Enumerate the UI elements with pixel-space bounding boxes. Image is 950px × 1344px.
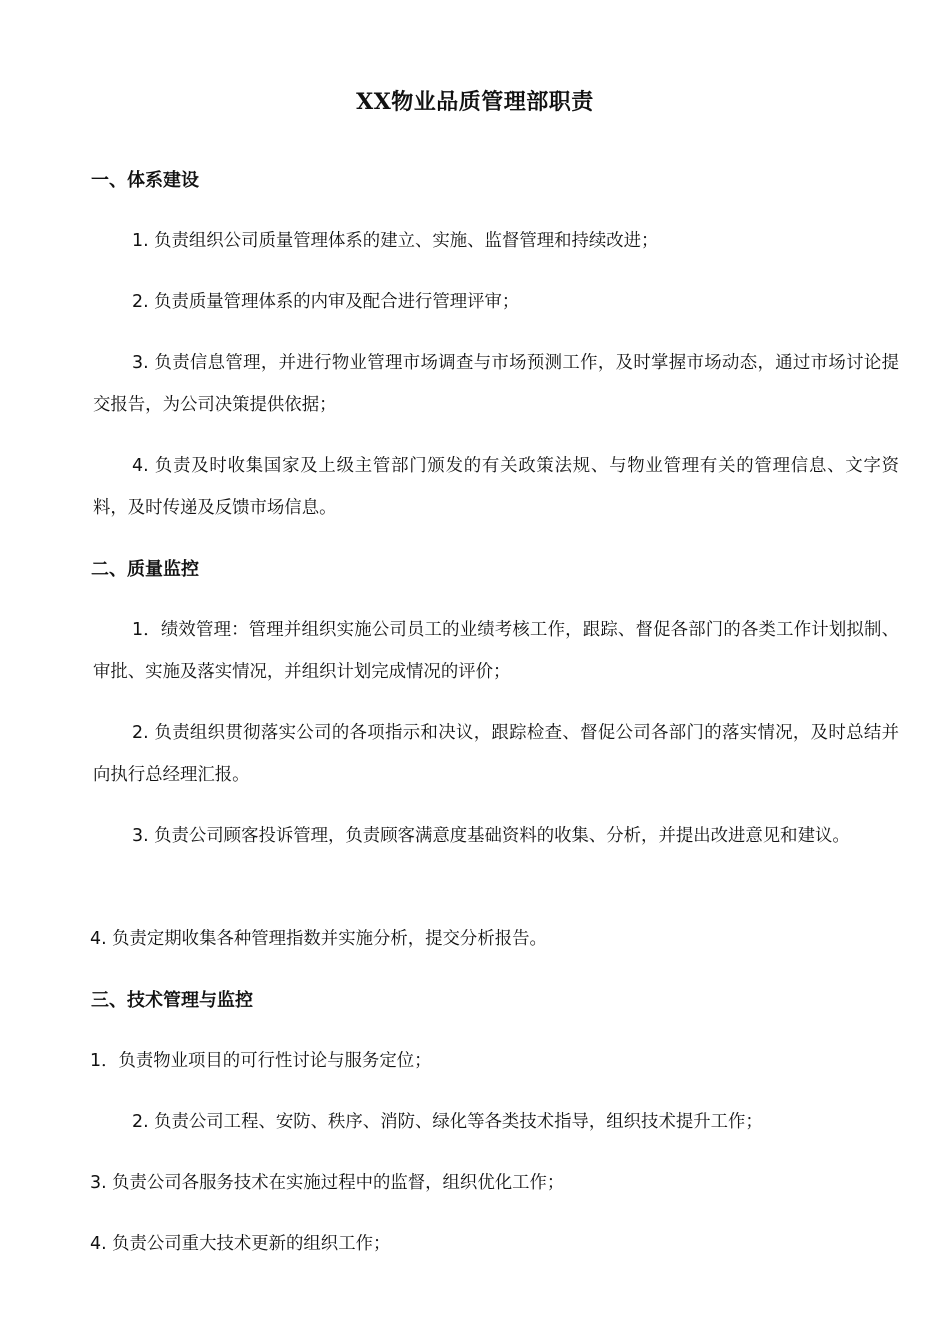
paragraph: 3. 负责信息管理，并进行物业管理市场调查与市场预测工作，及时掌握市场动态，通过市场讨论提交报告，为公司决策提供依据； [93,353,899,415]
paragraph: 4. 负责公司重大技术更新的组织工作； [90,1234,391,1254]
paragraph: 3. 负责公司各服务技术在实施过程中的监督，组织优化工作； [90,1173,565,1193]
paragraph: 2. 负责质量管理体系的内审及配合进行管理评审； [132,292,520,312]
paragraph: 2. 负责组织贯彻落实公司的各项指示和决议，跟踪检查、督促公司各部门的落实情况，及时总结并向执行总经理汇报。 [93,723,899,785]
paragraph: 4. 负责定期收集各种管理指数并实施分析，提交分析报告。 [90,929,547,949]
paragraph: 1．负责物业项目的可行性讨论与服务定位； [90,1051,432,1071]
paragraph: 1. 负责组织公司质量管理体系的建立、实施、监督管理和持续改进； [132,231,659,251]
page-title: XX物业品质管理部职责 [356,89,594,115]
section-heading: 二、质量监控 [91,559,199,580]
paragraph: 2. 负责公司工程、安防、秩序、消防、绿化等各类技术指导，组织技术提升工作； [132,1112,763,1132]
section-heading: 三、技术管理与监控 [91,990,253,1011]
paragraph: 4. 负责及时收集国家及上级主管部门颁发的有关政策法规、与物业管理有关的管理信息、文字资料，及时传递及反馈市场信息。 [93,456,899,518]
paragraph: 1．绩效管理：管理并组织实施公司员工的业绩考核工作，跟踪、督促各部门的各类工作计划拟制、审批、实施及落实情况，并组织计划完成情况的评价； [93,620,899,682]
section-heading: 一、体系建设 [91,170,199,191]
paragraph: 3. 负责公司顾客投诉管理，负责顾客满意度基础资料的收集、分析，并提出改进意见和建议。 [132,826,850,846]
